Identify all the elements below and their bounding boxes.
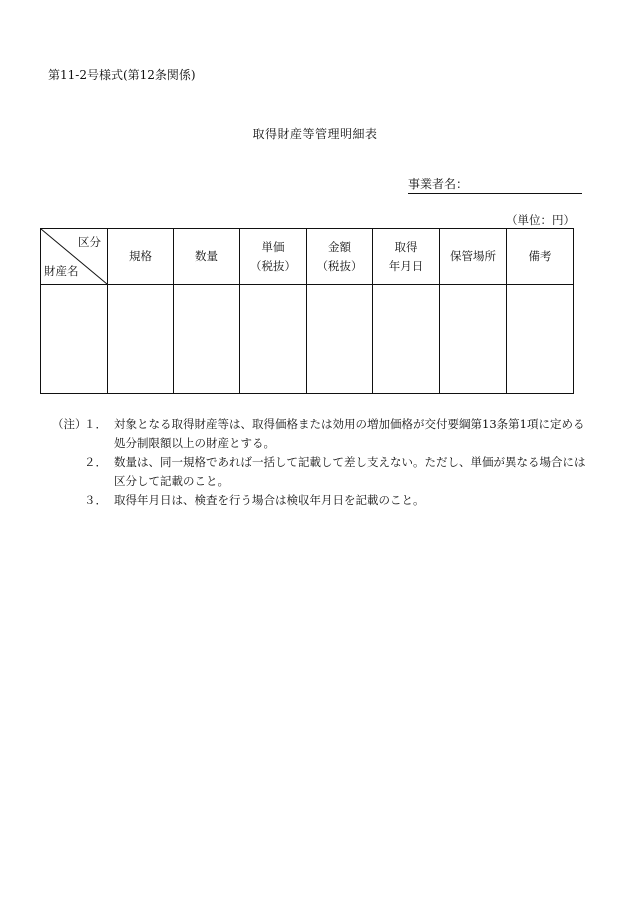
header-line1: 規格 (129, 249, 152, 263)
header-quantity (174, 229, 240, 285)
note-number: ３． (84, 493, 107, 507)
header-line1: 保管場所 (450, 249, 496, 263)
cell-amount[interactable] (307, 285, 373, 394)
cell-spec[interactable] (108, 285, 174, 394)
header-line1: 取得 (394, 239, 418, 254)
header-asset-name-label: 財産名 (44, 264, 79, 278)
note-item (52, 491, 592, 510)
cell-storage-location[interactable] (440, 285, 507, 394)
header-line2: （税抜） (316, 258, 363, 273)
cell-quantity[interactable] (174, 285, 240, 394)
note-item (52, 415, 592, 453)
table-row (41, 285, 574, 394)
header-category-label: 区分 (78, 235, 101, 249)
note-item (52, 453, 592, 491)
header-amount (307, 229, 373, 285)
note-text: 対象となる取得財産等は、取得価格または効用の増加価格が交付要綱第13条第1項に定める処分制限額以上の財産とする。 (114, 417, 585, 450)
header-unit-price (240, 229, 307, 285)
asset-ledger-table (40, 228, 574, 394)
header-line1: 備考 (528, 249, 552, 263)
header-line1: 金額 (328, 239, 351, 254)
cell-acquisition-date[interactable] (373, 285, 440, 394)
cell-asset-name[interactable] (41, 285, 108, 394)
notes-section (52, 415, 592, 510)
notes-prefix: （注） (52, 417, 87, 431)
business-name-label: 事業者名： (408, 177, 469, 191)
header-line2: 年月日 (388, 258, 424, 273)
form-number: 第11-2号様式(第12条関係) (48, 68, 196, 82)
header-storage-location (440, 229, 507, 285)
unit-label: （単位：円） (506, 213, 575, 227)
header-line1: 単価 (261, 239, 285, 254)
header-acquisition-date (373, 229, 440, 285)
cell-remarks[interactable] (507, 285, 574, 394)
note-number: １． (84, 417, 107, 431)
business-name-field[interactable] (408, 175, 582, 194)
page-title: 取得財産等管理明細表 (252, 127, 378, 141)
note-text: 数量は、同一規格であれば一括して記載して差し支えない。ただし、単価が異なる場合には区分して記載のこと。 (114, 455, 586, 488)
header-remarks (507, 229, 574, 285)
note-text: 取得年月日は、検査を行う場合は検収年月日を記載のこと。 (114, 493, 425, 507)
note-number: ２． (84, 455, 107, 469)
header-line1: 数量 (195, 249, 218, 263)
header-spec (108, 229, 174, 285)
table-header-row (41, 229, 574, 285)
header-line2: （税抜） (250, 258, 296, 273)
header-diagonal-cell (41, 229, 108, 285)
cell-unit-price[interactable] (240, 285, 307, 394)
